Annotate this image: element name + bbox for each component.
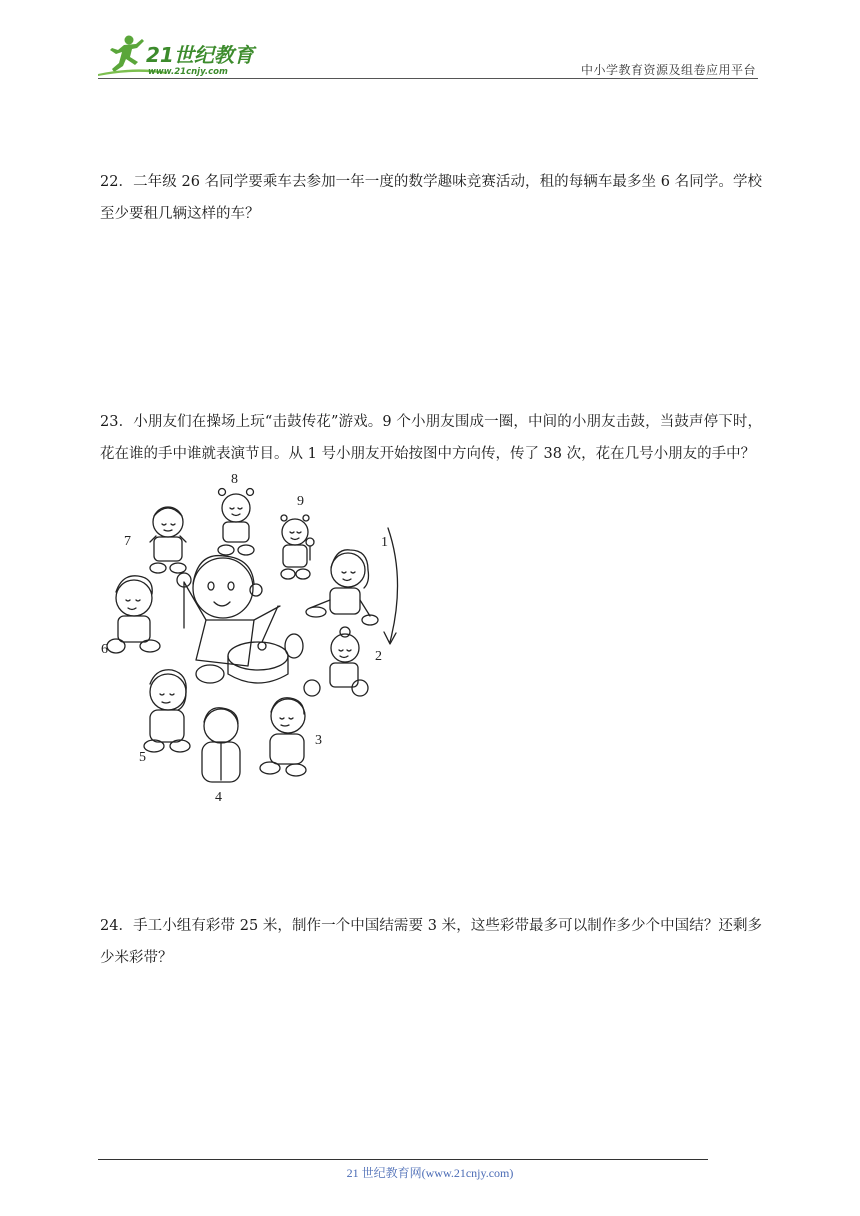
child-3-figure <box>260 698 306 776</box>
child-9-figure <box>281 515 314 579</box>
child-label-2: 2 <box>375 649 382 664</box>
child-8-figure <box>218 489 254 556</box>
site-logo <box>96 32 266 80</box>
header-divider <box>98 78 758 79</box>
child-label-9: 9 <box>297 494 304 509</box>
child-2-figure <box>304 627 368 696</box>
drummer-child-figure <box>177 556 303 683</box>
logo-text: 21世纪教育 <box>146 43 254 67</box>
child-label-4: 4 <box>215 790 222 805</box>
logo-url: www.21cnjy.com <box>148 67 228 77</box>
question-number: 22． <box>100 174 134 190</box>
question-number: 24． <box>100 918 134 934</box>
child-label-1: 1 <box>381 535 388 550</box>
child-6-figure <box>107 576 160 653</box>
footer-divider <box>98 1159 708 1160</box>
child-5-figure <box>144 670 190 752</box>
question-number: 23． <box>100 414 134 430</box>
child-label-7: 7 <box>124 534 131 549</box>
question-text: 二年级 26 名同学要乘车去参加一年一度的数学趣味竞赛活动，租的每辆车最多坐 6 名同学。学校至少要租几辆这样的车？ <box>100 174 763 222</box>
child-label-8: 8 <box>231 472 238 487</box>
header-tagline: 中小学教育资源及组卷应用平台 <box>580 63 756 77</box>
child-label-6: 6 <box>101 642 108 657</box>
child-label-3: 3 <box>315 733 322 748</box>
question-24 <box>100 910 762 974</box>
question-text: 手工小组有彩带 25 米，制作一个中国结需要 3 米，这些彩带最多可以制作多少个中国结？还剩多少米彩带？ <box>100 918 763 966</box>
question-23 <box>100 406 762 470</box>
child-1-figure <box>306 550 378 625</box>
child-7-figure <box>150 507 186 573</box>
drum-pass-flower-illustration <box>98 470 418 810</box>
question-text: 小朋友们在操场上玩“击鼓传花”游戏。9 个小朋友围成一圈，中间的小朋友击鼓，当鼓声停下时，花在谁的手中谁就表演节目。从 1 号小朋友开始按图中方向传，传了 38 次，花在几号小朋友的手中？ <box>100 414 762 462</box>
child-4-figure <box>202 708 240 782</box>
child-label-5: 5 <box>139 750 146 765</box>
footer-link[interactable]: 21 世纪教育网(www.21cnjy.com) <box>346 1166 514 1180</box>
question-22 <box>100 166 762 230</box>
